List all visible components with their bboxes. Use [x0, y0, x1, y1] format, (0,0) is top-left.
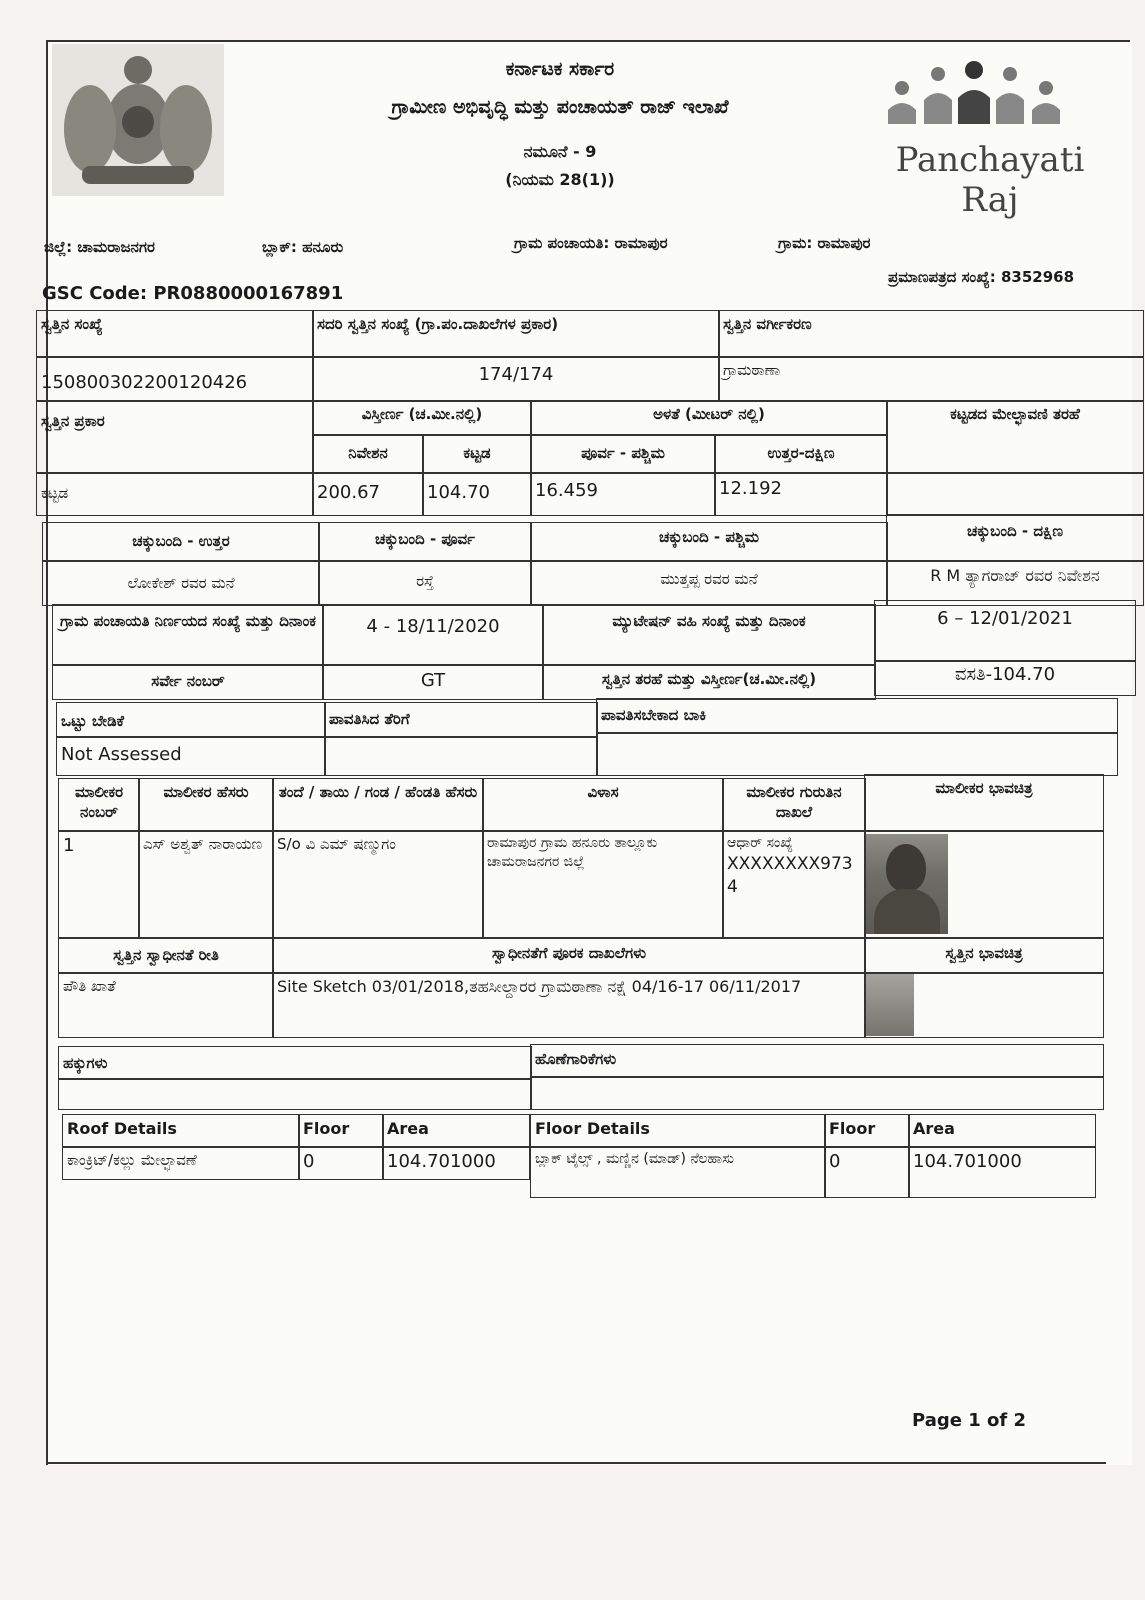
boundary-east-value: ರಸ್ತೆ — [318, 560, 532, 606]
id-proof-label: ಮಾಲೀಕರ ಗುರುತಿನ ದಾಖಲೆ — [722, 778, 866, 832]
panchayati-raj-logo-text: Panchayati Raj — [895, 140, 1085, 220]
north-south-value: 12.192 — [714, 472, 888, 516]
government-title: ಕರ್ನಾಟಕ ಸರ್ಕಾರ — [505, 58, 615, 80]
form-number: ನಮೂನೆ - 9 — [523, 142, 597, 161]
record-number-value: 174/174 — [312, 356, 720, 402]
karnataka-emblem-icon — [52, 44, 224, 196]
classification-label: ಸ್ವತ್ತಿನ ವರ್ಗೀಕರಣ — [718, 310, 1144, 358]
liabilities-label: ಹೊಣೆಗಾರಿಕೆಗಳು — [530, 1044, 1104, 1078]
department-title: ಗ್ರಾಮೀಣ ಅಭಿವೃದ್ಧಿ ಮತ್ತು ಪಂಚಾಯತ್ ರಾಜ್ ಇಲಾಖೆ — [391, 96, 729, 118]
certificate-number: ಪ್ರಮಾಣಪತ್ರದ ಸಂಖ್ಯೆ: 8352968 — [888, 268, 1075, 286]
bottom-border — [46, 1462, 1106, 1464]
roof-type-value — [886, 472, 1144, 516]
total-demand-value: Not Assessed — [56, 736, 326, 776]
acquisition-mode-value: ಪೌತಿ ಖಾತೆ — [58, 972, 274, 1038]
supporting-docs-label: ಸ್ವಾಧೀನತೆಗೆ ಪೂರಕ ದಾಖಲೆಗಳು — [272, 938, 866, 974]
building-area-value: 104.70 — [422, 472, 532, 516]
boundary-west-value: ಮುತ್ತಪ್ಪ ರವರ ಮನೆ — [530, 560, 888, 606]
supporting-docs-value: Site Sketch 03/01/2018,ತಹಸೀಲ್ದಾರರ ಗ್ರಾಮಠಾಣಾ ನಕ್ಷೆ 04/16-17 06/11/2017 — [272, 972, 866, 1038]
boundary-south-value: R M ತ್ಯಾಗರಾಜ್ ರವರ ನಿವೇಶನ — [886, 560, 1144, 606]
roof-area-cell: 104.701000 — [382, 1146, 530, 1180]
survey-number-value: GT — [322, 664, 544, 700]
gram-panchayat-label: ಗ್ರಾಮ ಪಂಚಾಯತಿ: ರಾಮಾಪುರ — [514, 234, 668, 252]
floor-type-cell: ಬ್ಲಾಕ್ ಟೈಲ್ಸ್ , ಮಣ್ಣಿನ (ಮಾಡ್) ನೆಲಹಾಸು — [530, 1146, 826, 1198]
record-number-label: ಸದರಿ ಸ್ವತ್ತಿನ ಸಂಖ್ಯೆ (ಗ್ರಾ.ಪಂ.ದಾಖಲೆಗಳ ಪ್ರಕಾರ) — [312, 310, 720, 358]
floor-details-header: Floor Details — [530, 1114, 826, 1148]
roof-type-label: ಕಟ್ಟಡದ ಮೇಲ್ಛಾವಣಿ ತರಹೆ — [886, 400, 1144, 474]
classification-value: ಗ್ರಾಮಠಾಣಾ — [718, 356, 1144, 402]
boundary-north-value: ಲೋಕೇಶ್ ರವರ ಮನೆ — [42, 560, 320, 606]
address-label: ವಿಳಾಸ — [482, 778, 724, 832]
property-id-value: 150800302200120426 — [36, 356, 314, 402]
property-type-value: ಕಟ್ಟಡ — [36, 472, 314, 516]
mutation-register-label: ಮ್ಯುಟೇಷನ್ ವಹಿ ಸಂಖ್ಯೆ ಮತ್ತು ದಿನಾಂಕ — [542, 604, 876, 666]
floor-floor-cell: 0 — [824, 1146, 910, 1198]
gp-resolution-value: 4 - 18/11/2020 — [322, 604, 544, 666]
page-number: Page 1 of 2 — [912, 1410, 1026, 1431]
tax-paid-value — [324, 736, 598, 776]
relation-name-label: ತಂದೆ / ತಾಯಿ / ಗಂಡ / ಹೆಂಡತಿ ಹೆಸರು — [272, 778, 484, 832]
mutation-register-value: 6 – 12/01/2021 — [874, 600, 1136, 662]
roof-type-cell: ಕಾಂಕ್ರಿಟ್/ಕಲ್ಲು ಮೇಲ್ಛಾವಣೆ — [62, 1146, 300, 1180]
property-nature-label: ಸ್ವತ್ತಿನ ತರಹೆ ಮತ್ತು ವಿಸ್ತೀರ್ಣ(ಚ.ಮೀ.ನಲ್ಲಿ) — [542, 664, 876, 700]
owner-number-label: ಮಾಲೀಕರ ನಂಬರ್ — [58, 778, 140, 832]
owner-photo-body — [874, 889, 940, 934]
total-demand-label: ಒಟ್ಟು ಬೇಡಿಕೆ — [56, 702, 326, 738]
floor-floor-header: Floor — [824, 1114, 910, 1148]
boundary-west-label: ಚಕ್ಕುಬಂದಿ - ಪಶ್ಚಿಮ — [530, 522, 888, 562]
gp-resolution-label: ಗ್ರಾಮ ಪಂಚಾಯತಿ ನಿರ್ಣಯದ ಸಂಖ್ಯೆ ಮತ್ತು ದಿನಾಂಕ — [52, 604, 324, 666]
owner-name-value: ಎಸ್ ಅಶ್ವತ್ ನಾರಾಯಣ — [138, 830, 274, 938]
liabilities-value — [530, 1076, 1104, 1110]
site-area-label: ನಿವೇಶನ — [312, 434, 424, 474]
east-west-value: 16.459 — [530, 472, 716, 516]
owner-photo-label: ಮಾಲೀಕರ ಭಾವಚಿತ್ರ — [864, 774, 1104, 832]
area-label: ವಿಸ್ತೀರ್ಣ (ಚ.ಮೀ.ನಲ್ಲಿ) — [312, 400, 532, 436]
owner-photo — [866, 834, 948, 934]
id-proof-cell — [722, 830, 866, 938]
boundary-north-label: ಚಕ್ಕುಬಂದಿ - ಉತ್ತರ — [42, 522, 320, 562]
property-photo-label: ಸ್ವತ್ತಿನ ಭಾವಚಿತ್ರ — [864, 938, 1104, 974]
site-area-value: 200.67 — [312, 472, 424, 516]
roof-details-header: Roof Details — [62, 1114, 300, 1148]
relation-name-value: S/o ವಿ ಎಮ್ ಷಣ್ಮುಗಂ — [272, 830, 484, 938]
id-proof-number: XXXXXXXX9734 — [727, 853, 853, 897]
roof-floor-header: Floor — [298, 1114, 384, 1148]
owner-number-value: 1 — [58, 830, 140, 938]
east-west-label: ಪೂರ್ವ - ಪಶ್ಚಿಮ — [530, 434, 716, 474]
top-border — [46, 40, 1130, 42]
tax-paid-label: ಪಾವತಿಸಿದ ತೆರಿಗೆ — [324, 702, 598, 738]
balance-due-label: ಪಾವತಿಸಬೇಕಾದ ಬಾಕಿ — [596, 698, 1118, 734]
north-south-label: ಉತ್ತರ-ದಕ್ಷಿಣ — [714, 434, 888, 474]
owner-photo-face — [886, 844, 926, 892]
roof-floor-cell: 0 — [298, 1146, 384, 1180]
district-label: ಜಿಲ್ಲೆ: ಚಾಮರಾಜನಗರ — [44, 238, 155, 256]
boundary-south-label: ಚಕ್ಕುಬಂದಿ - ದಕ್ಷಿಣ — [886, 514, 1144, 562]
floor-area-cell: 104.701000 — [908, 1146, 1096, 1198]
property-id-label: ಸ್ವತ್ತಿನ ಸಂಖ್ಯೆ — [36, 310, 314, 358]
rule-number: (ನಿಯಮ 28(1)) — [505, 170, 615, 189]
block-label: ಬ್ಲಾಕ್: ಹನೂರು — [262, 238, 344, 256]
address-value: ರಾಮಾಪುರ ಗ್ರಾಮ ಹನೂರು ತಾಲ್ಲೂಕು ಚಾಮರಾಜನಗರ ಜಿಲ್ಲೆ — [482, 830, 724, 938]
balance-due-value — [596, 732, 1118, 776]
rights-value — [58, 1078, 532, 1110]
boundary-east-label: ಚಕ್ಕುಬಂದಿ - ಪೂರ್ವ — [318, 522, 532, 562]
property-nature-value: ವಸತಿ-104.70 — [874, 660, 1136, 696]
property-photo — [866, 974, 914, 1036]
building-area-label: ಕಟ್ಟಡ — [422, 434, 532, 474]
id-proof-type: ಆಧಾರ್ ಸಂಖ್ಯೆ — [727, 835, 793, 851]
roof-area-header: Area — [382, 1114, 530, 1148]
gsc-code: GSC Code: PR0880000167891 — [42, 283, 344, 304]
rights-label: ಹಕ್ಕುಗಳು — [58, 1046, 532, 1080]
property-type-label: ಸ್ವತ್ತಿನ ಪ್ರಕಾರ — [36, 400, 314, 474]
owner-name-label: ಮಾಲೀಕರ ಹೆಸರು — [138, 778, 274, 832]
survey-number-label: ಸರ್ವೇ ನಂಬರ್ — [52, 664, 324, 700]
dimensions-label: ಅಳತೆ (ಮೀಟರ್ ನಲ್ಲಿ) — [530, 400, 888, 436]
village-label: ಗ್ರಾಮ: ರಾಮಾಪುರ — [778, 234, 871, 252]
floor-area-header: Area — [908, 1114, 1096, 1148]
acquisition-mode-label: ಸ್ವತ್ತಿನ ಸ್ವಾಧೀನತೆ ರೀತಿ — [58, 938, 274, 974]
